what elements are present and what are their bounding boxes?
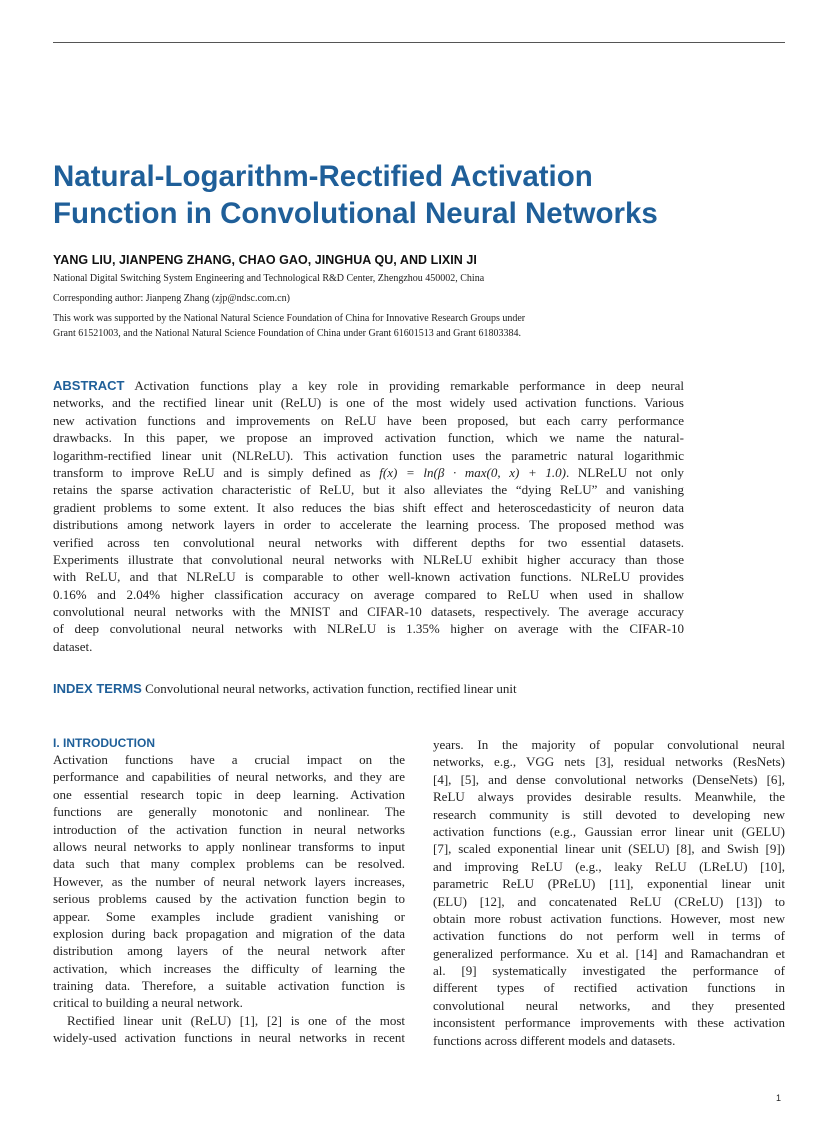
body-line: obtain more robust activation functions. However, most new <box>433 910 785 926</box>
abstract-line: with ReLU, and that NLReLU is comparable to other well-known activation functions. NLReLU provides <box>53 569 684 585</box>
body-line: parametric ReLU (PReLU) [11], exponential linear unit <box>433 876 785 892</box>
body-line: widely-used activation functions in neural networks in recent <box>53 1030 405 1046</box>
body-line: functions are generally monotonic and nonlinear. The <box>53 804 405 820</box>
body-line: Activation functions have a crucial impact on the <box>53 752 405 767</box>
abstract-line: retains the sparse activation characteristic of ReLU, but it also alleviates the “dying ReLU” and vanishing <box>53 482 684 498</box>
body-line: Rectified linear unit (ReLU) [1], [2] is one of the most <box>67 1012 405 1028</box>
author-list: YANG LIU, JIANPENG ZHANG, CHAO GAO, JINGHUA QU, AND LIXIN JI <box>53 253 477 267</box>
abstract-line: gradient problems to some extent. It also reduces the bias shift effect and heteroscedasticity of neuron data <box>53 499 684 515</box>
funding-line-1: This work was supported by the National Natural Science Foundation of China for Innovative Research Groups under <box>53 313 526 324</box>
body-line: generalized performance. Xu et al. [14] and Ramachandran et <box>433 945 785 961</box>
abstract-line: networks, and the rectified linear unit (ReLU) is one of the most widely used activation functions. Various <box>53 395 684 411</box>
abstract-line: verified across ten convolutional neural networks with different depths for two essential datasets. <box>53 534 684 550</box>
abstract-line: convolutional neural networks with the MNIST and CIFAR-10 datasets, respectively. The average accuracy <box>53 604 684 620</box>
body-line: However, as the number of neural network layers increases, <box>53 873 405 889</box>
body-line: and improving ReLU (e.g., leaky ReLU (LReLU) [10], <box>433 858 785 874</box>
abstract-line: 0.16% and 2.04% higher classification accuracy on average compared to ReLU when used in shallow <box>53 586 684 602</box>
body-line: inconsistent performance improvements with these activation <box>433 1015 785 1031</box>
body-line: critical to building a neural network. <box>53 995 243 1011</box>
body-column-left <box>53 751 405 1047</box>
affiliation: National Digital Switching System Engineering and Technological R&D Center, Zhengzhou 450002, China <box>53 273 485 284</box>
index-terms-label: INDEX TERMS <box>53 681 142 696</box>
corresponding-author: Corresponding author: Jianpeng Zhang (zjp@ndsc.com.cn) <box>53 293 290 304</box>
abstract-line: of deep convolutional neural networks with NLReLU is 1.35% higher on average with the CIFAR-10 <box>53 621 684 637</box>
body-column-right <box>433 736 785 1049</box>
index-terms <box>53 681 517 697</box>
section-heading-introduction: I. INTRODUCTION <box>53 736 155 750</box>
body-line: training data. Therefore, a suitable activation function is <box>53 978 405 994</box>
abstract-line: drawbacks. In this paper, we propose an improved activation function, which we name the natural- <box>53 430 684 446</box>
page-number: 1 <box>776 1093 782 1103</box>
abstract-line: dataset. <box>53 638 93 654</box>
header-rule <box>53 42 785 43</box>
body-line: introduction of the activation function in neural networks <box>53 821 405 837</box>
body-line: serious problems caused by the activation function begin to <box>53 891 405 907</box>
body-line: years. In the majority of popular convolutional neural <box>433 737 785 752</box>
paper-title <box>53 158 793 232</box>
body-line: allows neural networks to apply nonlinear transforms to input <box>53 838 405 854</box>
abstract <box>53 377 684 655</box>
body-line: networks, e.g., VGG nets [3], residual networks (ResNets) <box>433 754 785 770</box>
body-line: one essential research topic in deep learning. Activation <box>53 786 405 802</box>
abstract-line: transform to improve ReLU and is simply defined as f(x) = ln(β · max(0, x) + 1.0). NLReLU not only <box>53 464 685 480</box>
body-line: distribution among layers of the neural network after <box>53 943 405 959</box>
body-line: data such that many complex problems can be resolved. <box>53 856 405 872</box>
body-line: [4], [5], and dense convolutional networks (DenseNets) [6], <box>433 771 785 787</box>
body-line: activation functions (e.g., Gaussian error linear unit (GELU) <box>433 823 785 839</box>
body-line: performance and capabilities of neural networks, and they are <box>53 769 405 785</box>
funding-line-2: Grant 61521003, and the National Natural Science Foundation of China under Grant 61601513 and Grant 61803384. <box>53 328 521 339</box>
nlrelu-formula: f(x) = ln(β · max(0, x) + 1.0) <box>379 464 566 480</box>
body-line: activation functions do not perform well in terms of <box>433 928 785 944</box>
body-line: (ELU) [12], and concatenated ReLU (CReLU) [13]) to <box>433 893 785 909</box>
abstract-line: logarithm-rectified linear unit (NLReLU). This activation function uses the parametric natural logarithmic <box>53 447 684 463</box>
title-line-1: Natural-Logarithm-Rectified Activation <box>53 160 593 193</box>
abstract-line: ABSTRACT Activation functions play a key role in providing remarkable performance in deep neural <box>53 378 684 393</box>
body-line: functions across different models and datasets. <box>433 1032 676 1048</box>
abstract-line: new activation functions and improvements on ReLU have been proposed, but each carry performance <box>53 412 684 428</box>
title-line-2: Function in Convolutional Neural Networks <box>53 197 658 230</box>
body-line: activation, which increases the difficulty of learning the <box>53 960 405 976</box>
body-line: convolutional neural networks, and they presented <box>433 997 785 1013</box>
body-line: research community is still devoted to developing new <box>433 806 785 822</box>
abstract-label: ABSTRACT <box>53 378 125 393</box>
body-line: appear. Some examples include gradient vanishing or <box>53 908 405 924</box>
index-terms-text: Convolutional neural networks, activation function, rectified linear unit <box>145 681 517 696</box>
body-line: al. [9] systematically investigated the performance of <box>433 963 785 979</box>
body-line: explosion during back propagation and migration of the data <box>53 925 405 941</box>
body-line: ReLU always provides desirable results. Meanwhile, the <box>433 789 785 805</box>
body-line: [7], scaled exponential linear unit (SELU) [8], and Swish [9]) <box>433 841 785 857</box>
body-line: different types of rectified activation functions in <box>433 980 785 996</box>
abstract-line: distributions among network layers in order to accelerate the learning process. The proposed method was <box>53 517 684 533</box>
abstract-line: Experiments illustrate that convolutional neural networks with NLReLU exhibit higher accuracy than those <box>53 551 684 567</box>
